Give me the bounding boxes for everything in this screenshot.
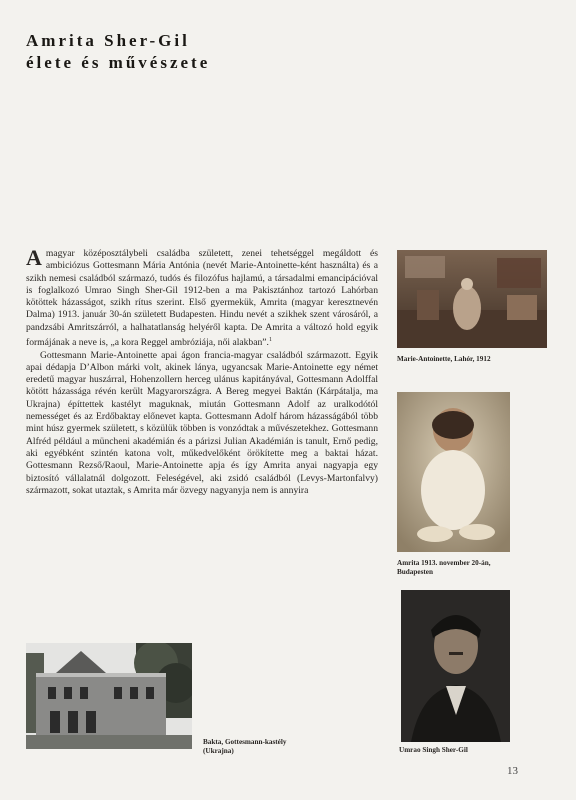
paragraph-1 — [26, 245, 378, 350]
caption-photo-4-line-2: (Ukrajna) — [203, 747, 234, 755]
photo-bakta-castle — [26, 643, 192, 749]
title-line-1: Amrita Sher-Gil — [26, 31, 190, 50]
caption-photo-4-line-1: Bakta, Gottesmann-kastély — [203, 738, 287, 746]
caption-photo-2 — [397, 559, 491, 577]
paragraph-1-text: magyar középosztálybeli családba született, zenei tehetséggel megáldott és ambiciózus Gottesmann Mária Antónia (nevét Marie-Antoinette-ként használta) és a szikh nemesi családból származó, tudós és filozófus hajlamú, a társadalmi emancipációval is foglalkozó Umrao Singh Sher-Gil 1912-ben a ma Pakisztánhoz tartozó Lahórban kötöttek házasságot, szikh rítus szerint. Első gyermekük, Amrita (magyar keresztnevén Dalma) 1913. január 30-án született Budapesten. Hindu nevét a szikhek szent városáról, a pandzsábi Amritszárról, a halhatatlanság helyéről kapta. De Amrita a változó hold egyik formájának a neve is, „a kora Reggel ambróziája, női alakban”. — [26, 248, 378, 349]
paragraph-2: Gottesmann Marie-Antoinette apai ágon francia-magyar családból származott. Egyik apai dédapja D’Albon márki volt, akinek lánya, ugyancsak Marie-Antoinette egy német eredetű magyar huszárral, Hohenzollern herceg ulánus kapitányával, Gottesmann Adolffal kötött házassága révén került Magyarországra. A Bereg megyei Baktán (Kárpátalja, ma Ukrajna) építtettek kastélyt maguknak, miután Gottesmann Adolf az uralkodótól nemességet és az Erdőbaktay előnevet kapta. Gottesmann Adolf három házasságából több mint húsz gyermek született, s közülük többen is vonzódtak a művészetekhez. Gottesmann Alfréd például a müncheni akadémián és a párizsi Julian Akadémián is tanult, Ernő pedig, aki egyébként szintén katona volt, műkedvelőként örökítette meg a baktai házat. Gottesmann Rezső/Raoul, Marie-Antoinette apja és így Amrita anyai nagyapja egy biztosító vállalatnál dolgozott. Feleségével, aki zsidó családból (Levys-Martonfalvy) származott, sokat utaztak, s Amrita már özvegy nagyanyja nem is annyira — [26, 349, 378, 496]
caption-photo-1: Marie-Antoinette, Lahór, 1912 — [397, 355, 491, 363]
caption-photo-2-line-2: Budapesten — [397, 568, 433, 576]
caption-photo-4 — [203, 738, 286, 756]
caption-photo-3: Umrao Singh Sher-Gil — [399, 746, 468, 754]
footnote-mark: 1 — [268, 337, 272, 344]
caption-photo-2-line-1: Amrita 1913. november 20-án, — [397, 559, 491, 567]
photo-umrao-singh — [401, 590, 510, 742]
photo-marie-antoinette-lahore — [397, 250, 547, 348]
photo-amrita-baby — [397, 392, 510, 552]
page-title — [26, 30, 210, 74]
title-line-2: élete és művészete — [26, 53, 211, 72]
drop-cap: A — [26, 245, 42, 270]
page-number: 13 — [507, 765, 518, 777]
article-body — [26, 245, 378, 497]
